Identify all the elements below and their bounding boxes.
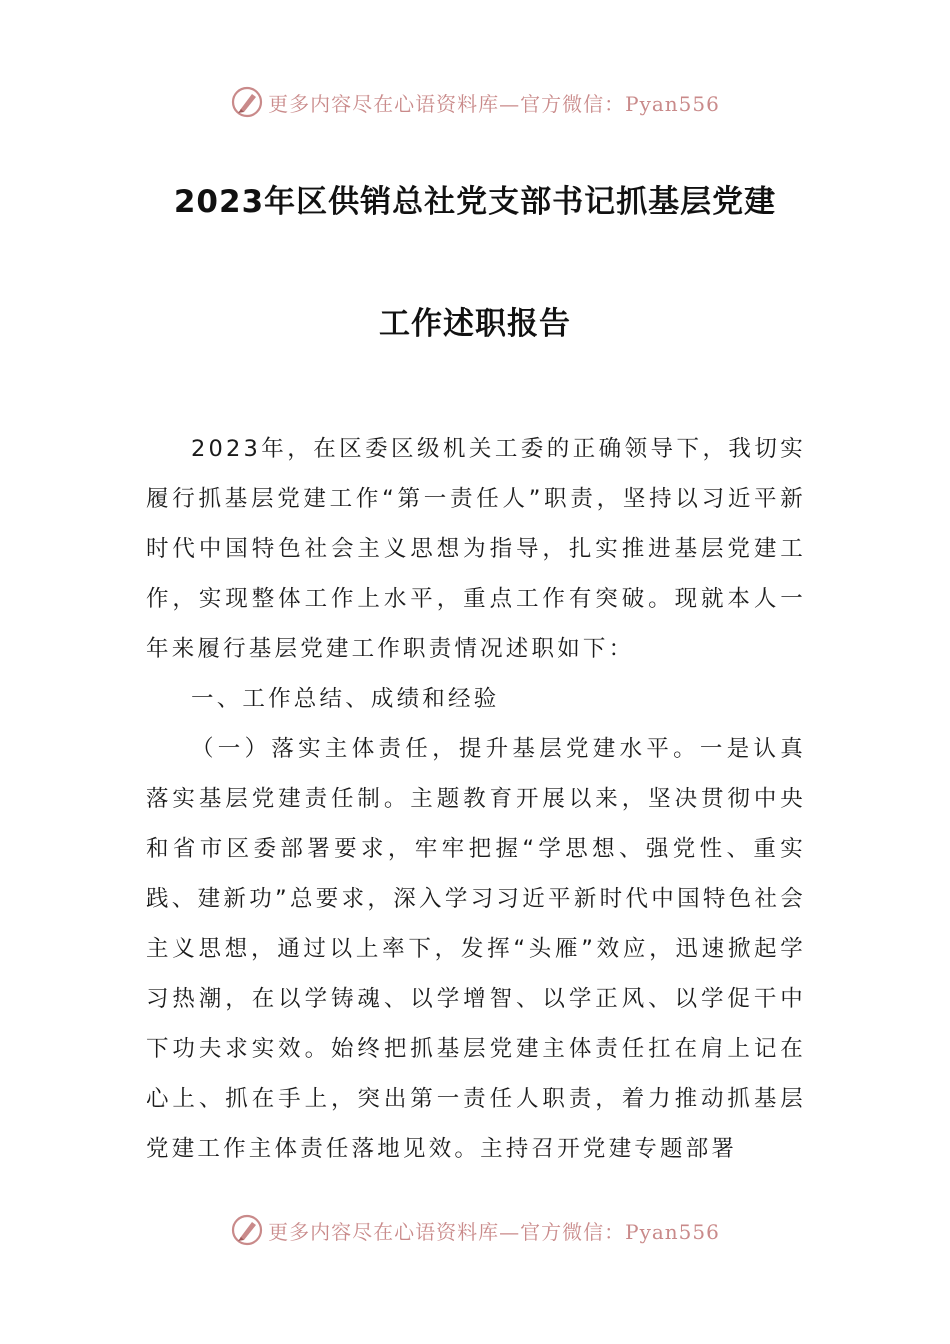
pen-nib-icon — [230, 85, 264, 119]
pen-nib-icon — [230, 1213, 264, 1247]
paragraph-section-1: （一）落实主体责任，提升基层党建水平。一是认真落实基层党建责任制。主题教育开展以来，坚决贯彻中央和省市区委部署要求，牢牢把握“学思想、强党性、重实践、建新功”总要求，深入学习习近平新时代中国特色社会主义思想，通过以上率下，发挥“头雁”效应，迅速掀起学习热潮，在以学铸魂、以学增智、以学正风、以学促干中下功夫求实效。始终把抓基层党建主体责任扛在肩上记在心上、抓在手上，突出第一责任人职责，着力推动抓基层党建工作主体责任落地见效。主持召开党建专题部署 — [146, 736, 806, 1162]
paragraph-intro: 2023年，在区委区级机关工委的正确领导下，我切实履行抓基层党建工作“第一责任人”职责，坚持以习近平新时代中国特色社会主义思想为指导，扎实推进基层党建工作，实现整体工作上水平，重点工作有突破。现就本人一年来履行基层党建工作职责情况述职如下： — [146, 436, 806, 662]
watermark-footer — [0, 1210, 950, 1250]
document-title-line1: 2023年区供销总社党支部书记抓基层党建 — [173, 184, 777, 220]
section-heading: 一、工作总结、成绩和经验 — [191, 686, 500, 712]
document-body — [146, 424, 806, 1174]
watermark-text: 更多内容尽在心语资料库—官方微信：Pyan556 — [268, 1219, 720, 1244]
watermark-header — [0, 82, 950, 122]
document-title-line2: 工作述职报告 — [379, 306, 571, 342]
watermark-text: 更多内容尽在心语资料库—官方微信：Pyan556 — [268, 91, 720, 116]
